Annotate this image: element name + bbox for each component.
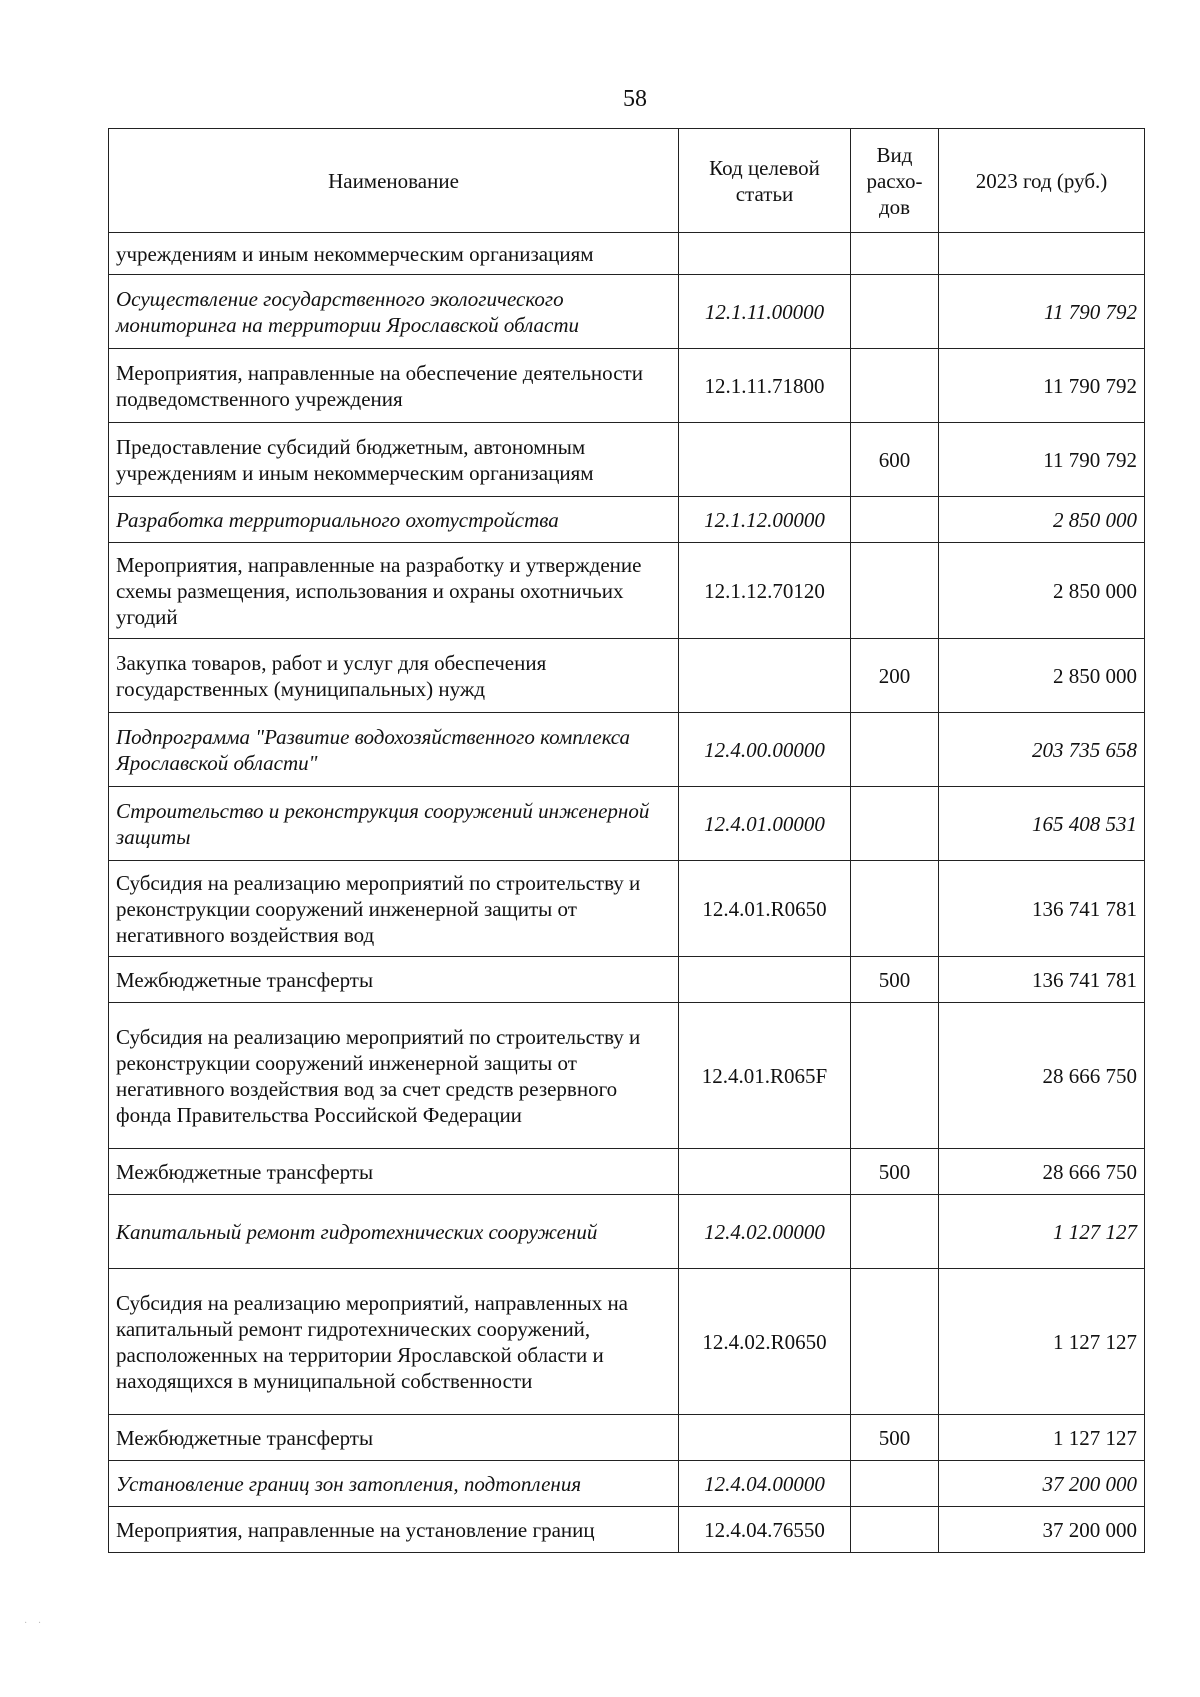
cell-amount: 37 200 000 (939, 1461, 1145, 1507)
cell-code: 12.1.12.70120 (679, 543, 851, 639)
cell-type: 600 (851, 423, 939, 497)
cell-amount: 11 790 792 (939, 275, 1145, 349)
budget-table (108, 128, 1145, 1553)
cell-amount: 11 790 792 (939, 349, 1145, 423)
cell-amount: 2 850 000 (939, 639, 1145, 713)
cell-type (851, 1507, 939, 1553)
cell-type (851, 497, 939, 543)
cell-code: 12.4.01.00000 (679, 787, 851, 861)
table-row (109, 349, 1145, 423)
cell-amount (939, 233, 1145, 275)
cell-type: 500 (851, 1415, 939, 1461)
table-row (109, 423, 1145, 497)
cell-code: 12.1.11.71800 (679, 349, 851, 423)
cell-code: 12.4.01.R065F (679, 1003, 851, 1149)
cell-name: Капитальный ремонт гидротехнических сооружений (109, 1195, 679, 1269)
cell-name: Субсидия на реализацию мероприятий по строительству и реконструкции сооружений инженерной защиты от негативного воздействия вод за счет средств резервного фонда Правительства Российской Федерации (109, 1003, 679, 1149)
cell-name: Мероприятия, направленные на установление границ (109, 1507, 679, 1553)
cell-name: Субсидия на реализацию мероприятий по строительству и реконструкции сооружений инженерной защиты от негативного воздействия вод (109, 861, 679, 957)
cell-type (851, 713, 939, 787)
cell-code (679, 233, 851, 275)
cell-amount: 1 127 127 (939, 1415, 1145, 1461)
cell-type (851, 1269, 939, 1415)
cell-code (679, 423, 851, 497)
cell-code: 12.4.02.R0650 (679, 1269, 851, 1415)
table-row (109, 233, 1145, 275)
cell-code: 12.1.11.00000 (679, 275, 851, 349)
cell-name: Осуществление государственного экологического мониторинга на территории Ярославской области (109, 275, 679, 349)
header-name: Наименование (109, 129, 679, 233)
cell-name: Строительство и реконструкция сооружений инженерной защиты (109, 787, 679, 861)
cell-type (851, 787, 939, 861)
cell-code: 12.4.02.00000 (679, 1195, 851, 1269)
table-row (109, 861, 1145, 957)
table-row (109, 497, 1145, 543)
cell-type (851, 349, 939, 423)
table-row (109, 639, 1145, 713)
cell-type (851, 233, 939, 275)
cell-code: 12.4.00.00000 (679, 713, 851, 787)
cell-type (851, 275, 939, 349)
table-row (109, 1003, 1145, 1149)
table-row (109, 1461, 1145, 1507)
table-row (109, 1195, 1145, 1269)
cell-amount: 1 127 127 (939, 1269, 1145, 1415)
cell-amount: 136 741 781 (939, 957, 1145, 1003)
cell-type (851, 1003, 939, 1149)
cell-name: учреждениям и иным некоммерческим организациям (109, 233, 679, 275)
table-row (109, 957, 1145, 1003)
cell-type (851, 543, 939, 639)
cell-name: Мероприятия, направленные на обеспечение деятельности подведомственного учреждения (109, 349, 679, 423)
cell-name: Межбюджетные трансферты (109, 1415, 679, 1461)
cell-code: 12.1.12.00000 (679, 497, 851, 543)
table-body (109, 233, 1145, 1553)
cell-type (851, 861, 939, 957)
cell-code: 12.4.01.R0650 (679, 861, 851, 957)
cell-amount: 203 735 658 (939, 713, 1145, 787)
cell-name: Закупка товаров, работ и услуг для обеспечения государственных (муниципальных) нужд (109, 639, 679, 713)
cell-name: Межбюджетные трансферты (109, 957, 679, 1003)
cell-name: Субсидия на реализацию мероприятий, направленных на капитальный ремонт гидротехнических сооружений, расположенных на территории Ярославской области и находящихся в муниципальной собственности (109, 1269, 679, 1415)
cell-name: Установление границ зон затопления, подтопления (109, 1461, 679, 1507)
cell-name: Подпрограмма "Развитие водохозяйственного комплекса Ярославской области" (109, 713, 679, 787)
cell-type: 200 (851, 639, 939, 713)
cell-type (851, 1461, 939, 1507)
page-number: 58 (623, 86, 647, 112)
cell-code (679, 1415, 851, 1461)
cell-amount: 28 666 750 (939, 1149, 1145, 1195)
cell-amount: 28 666 750 (939, 1003, 1145, 1149)
cell-name: Разработка территориального охотустройства (109, 497, 679, 543)
table-row (109, 275, 1145, 349)
table-row (109, 1415, 1145, 1461)
table-row (109, 787, 1145, 861)
cell-name: Предоставление субсидий бюджетным, автономным учреждениям и иным некоммерческим организациям (109, 423, 679, 497)
table-header-row (109, 129, 1145, 233)
cell-type (851, 1195, 939, 1269)
table-row (109, 543, 1145, 639)
header-type: Вид расхо-дов (851, 129, 939, 233)
cell-amount: 37 200 000 (939, 1507, 1145, 1553)
cell-amount: 2 850 000 (939, 543, 1145, 639)
scan-artifact: · · (24, 1618, 46, 1629)
cell-code (679, 639, 851, 713)
cell-type: 500 (851, 957, 939, 1003)
table-row (109, 1507, 1145, 1553)
cell-code: 12.4.04.00000 (679, 1461, 851, 1507)
table-row (109, 1149, 1145, 1195)
cell-amount: 136 741 781 (939, 861, 1145, 957)
table-row (109, 713, 1145, 787)
cell-type: 500 (851, 1149, 939, 1195)
header-amount: 2023 год (руб.) (939, 129, 1145, 233)
cell-code (679, 957, 851, 1003)
cell-code (679, 1149, 851, 1195)
header-code: Код целевой статьи (679, 129, 851, 233)
cell-amount: 2 850 000 (939, 497, 1145, 543)
cell-code: 12.4.04.76550 (679, 1507, 851, 1553)
cell-amount: 1 127 127 (939, 1195, 1145, 1269)
cell-amount: 165 408 531 (939, 787, 1145, 861)
cell-amount: 11 790 792 (939, 423, 1145, 497)
cell-name: Мероприятия, направленные на разработку и утверждение схемы размещения, использования и охраны охотничьих угодий (109, 543, 679, 639)
table-row (109, 1269, 1145, 1415)
cell-name: Межбюджетные трансферты (109, 1149, 679, 1195)
